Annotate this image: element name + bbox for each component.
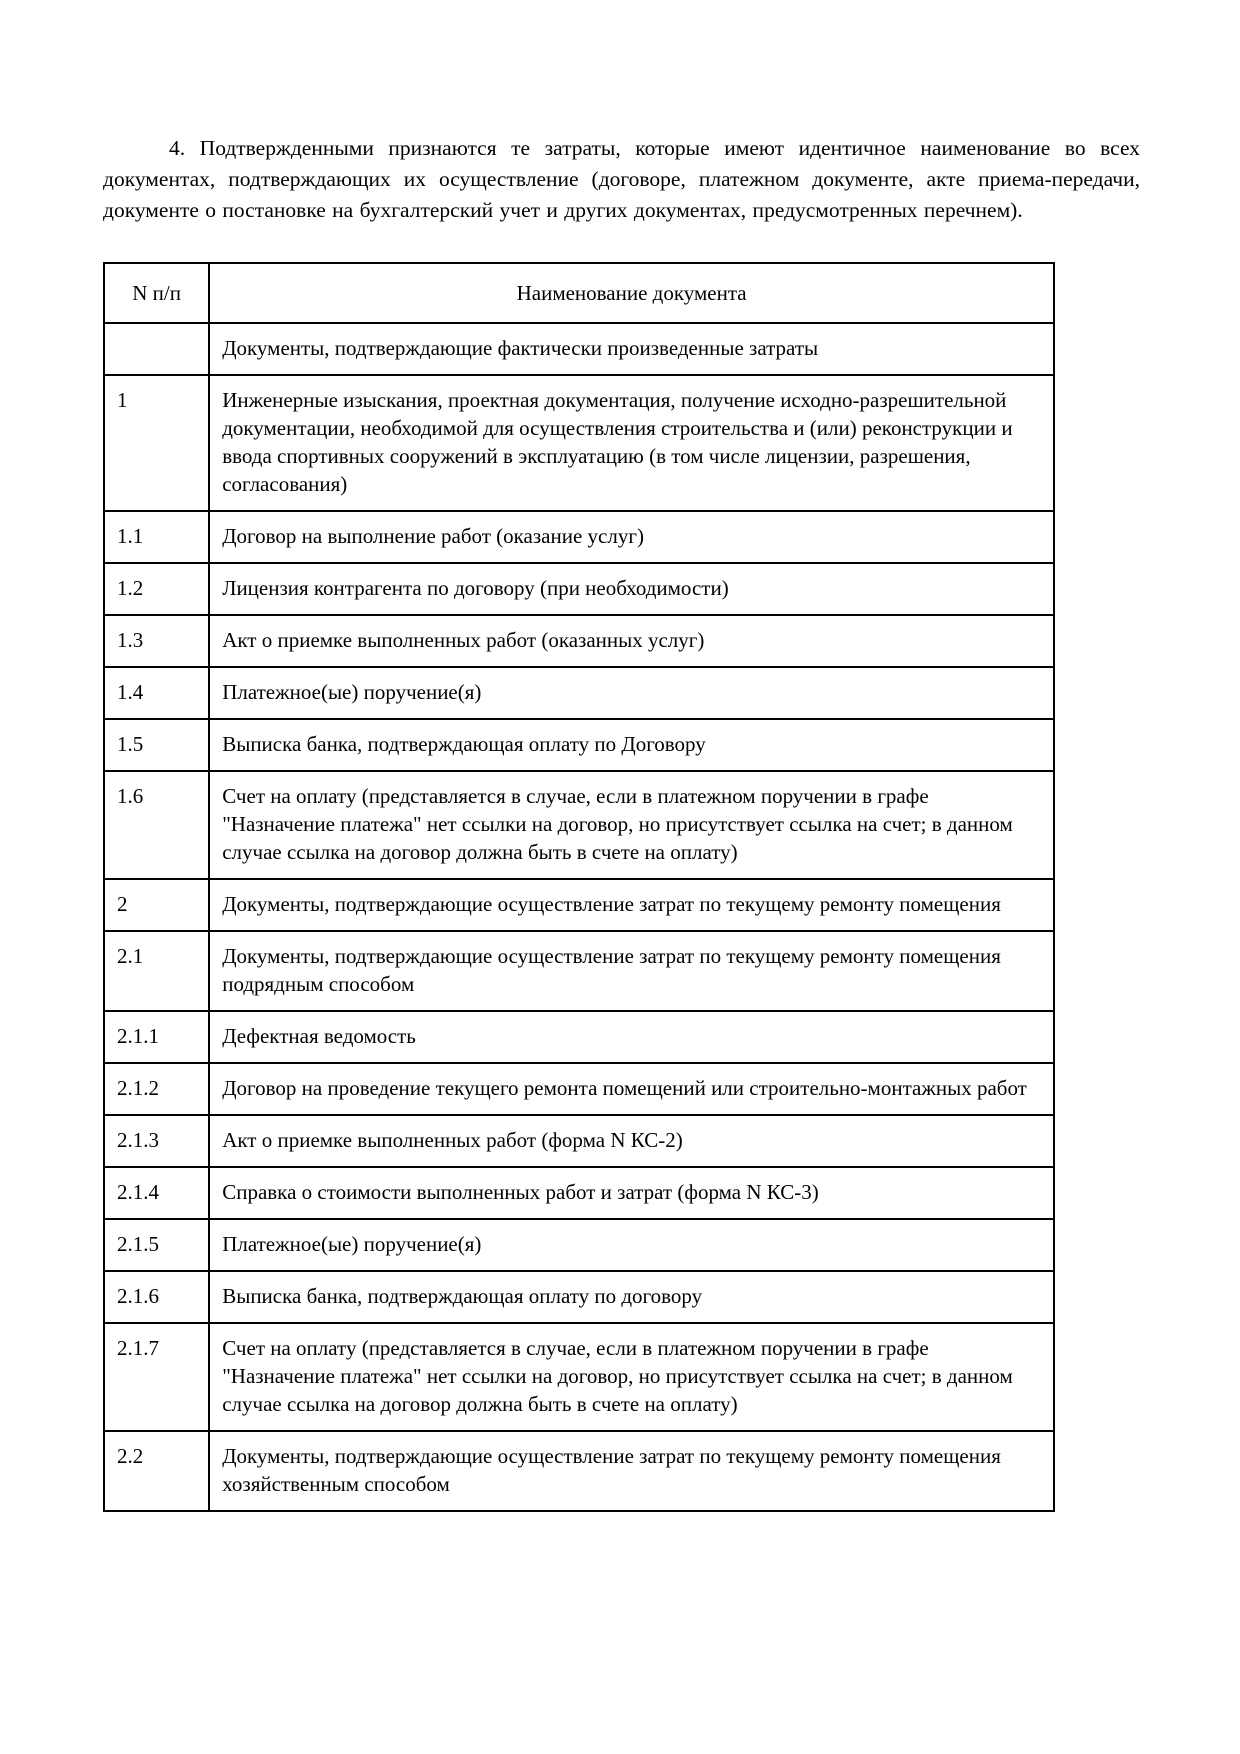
table-row [104, 1323, 1054, 1431]
row-number-cell: 1.2 [104, 563, 209, 615]
row-number-cell: 2.1.7 [104, 1323, 209, 1431]
documents-table-body [104, 323, 1054, 1511]
table-row [104, 719, 1054, 771]
table-row [104, 563, 1054, 615]
documents-table-header [104, 263, 1054, 323]
row-name-cell: Инженерные изыскания, проектная документация, получение исходно-разрешительной документации, необходимой для осуществления строительства и (или) реконструкции и ввода спортивных сооружений в эксплуатацию (в том числе лицензии, разрешения, согласования) [209, 375, 1054, 511]
table-row [104, 931, 1054, 1011]
table-row [104, 771, 1054, 879]
row-number-cell: 1.6 [104, 771, 209, 879]
row-number-cell: 2.1.4 [104, 1167, 209, 1219]
row-number-cell: 2.1.2 [104, 1063, 209, 1115]
table-row [104, 1271, 1054, 1323]
documents-table [103, 262, 1055, 1512]
row-name-cell: Дефектная ведомость [209, 1011, 1054, 1063]
table-row [104, 879, 1054, 931]
row-name-cell: Платежное(ые) поручение(я) [209, 1219, 1054, 1271]
row-number-cell: 1.5 [104, 719, 209, 771]
table-row [104, 615, 1054, 667]
header-row [104, 263, 1054, 323]
row-name-cell: Акт о приемке выполненных работ (форма N КС-2) [209, 1115, 1054, 1167]
row-name-cell: Справка о стоимости выполненных работ и затрат (форма N КС-3) [209, 1167, 1054, 1219]
row-number-cell: 1.1 [104, 511, 209, 563]
table-row [104, 323, 1054, 375]
table-row [104, 1167, 1054, 1219]
row-number-cell: 1.3 [104, 615, 209, 667]
row-name-cell: Договор на выполнение работ (оказание услуг) [209, 511, 1054, 563]
row-name-cell: Договор на проведение текущего ремонта помещений или строительно-монтажных работ [209, 1063, 1054, 1115]
table-row [104, 375, 1054, 511]
row-number-cell: 2 [104, 879, 209, 931]
row-name-cell: Документы, подтверждающие осуществление затрат по текущему ремонту помещения хозяйственным способом [209, 1431, 1054, 1511]
row-number-cell: 1 [104, 375, 209, 511]
header-number-cell: N п/п [104, 263, 209, 323]
row-name-cell: Документы, подтверждающие осуществление затрат по текущему ремонту помещения [209, 879, 1054, 931]
row-number-cell: 2.1.3 [104, 1115, 209, 1167]
row-name-cell: Лицензия контрагента по договору (при необходимости) [209, 563, 1054, 615]
row-name-cell: Выписка банка, подтверждающая оплату по договору [209, 1271, 1054, 1323]
row-number-cell: 2.2 [104, 1431, 209, 1511]
row-name-cell: Документы, подтверждающие фактически произведенные затраты [209, 323, 1054, 375]
row-number-cell [104, 323, 209, 375]
table-row [104, 511, 1054, 563]
row-number-cell: 2.1.6 [104, 1271, 209, 1323]
table-row [104, 1063, 1054, 1115]
row-number-cell: 2.1.5 [104, 1219, 209, 1271]
table-row [104, 1011, 1054, 1063]
row-number-cell: 2.1.1 [104, 1011, 209, 1063]
row-name-cell: Документы, подтверждающие осуществление затрат по текущему ремонту помещения подрядным способом [209, 931, 1054, 1011]
row-name-cell: Платежное(ые) поручение(я) [209, 667, 1054, 719]
row-name-cell: Счет на оплату (представляется в случае, если в платежном поручении в графе "Назначение платежа" нет ссылки на договор, но присутствует ссылка на счет; в данном случае ссылка на договор должна быть в счете на оплату) [209, 1323, 1054, 1431]
row-name-cell: Счет на оплату (представляется в случае, если в платежном поручении в графе "Назначение платежа" нет ссылки на договор, но присутствует ссылка на счет; в данном случае ссылка на договор должна быть в счете на оплату) [209, 771, 1054, 879]
row-name-cell: Акт о приемке выполненных работ (оказанных услуг) [209, 615, 1054, 667]
row-number-cell: 2.1 [104, 931, 209, 1011]
table-row [104, 1219, 1054, 1271]
table-row [104, 1115, 1054, 1167]
row-number-cell: 1.4 [104, 667, 209, 719]
table-row [104, 667, 1054, 719]
row-name-cell: Выписка банка, подтверждающая оплату по Договору [209, 719, 1054, 771]
header-name-cell: Наименование документа [209, 263, 1054, 323]
table-row [104, 1431, 1054, 1511]
body-paragraph: 4. Подтвержденными признаются те затраты, которые имеют идентичное наименование во всех документах, подтверждающих их осуществление (договоре, платежном документе, акте приема-передачи, документе о постановке на бухгалтерский учет и других документах, предусмотренных перечнем). [103, 136, 1140, 222]
